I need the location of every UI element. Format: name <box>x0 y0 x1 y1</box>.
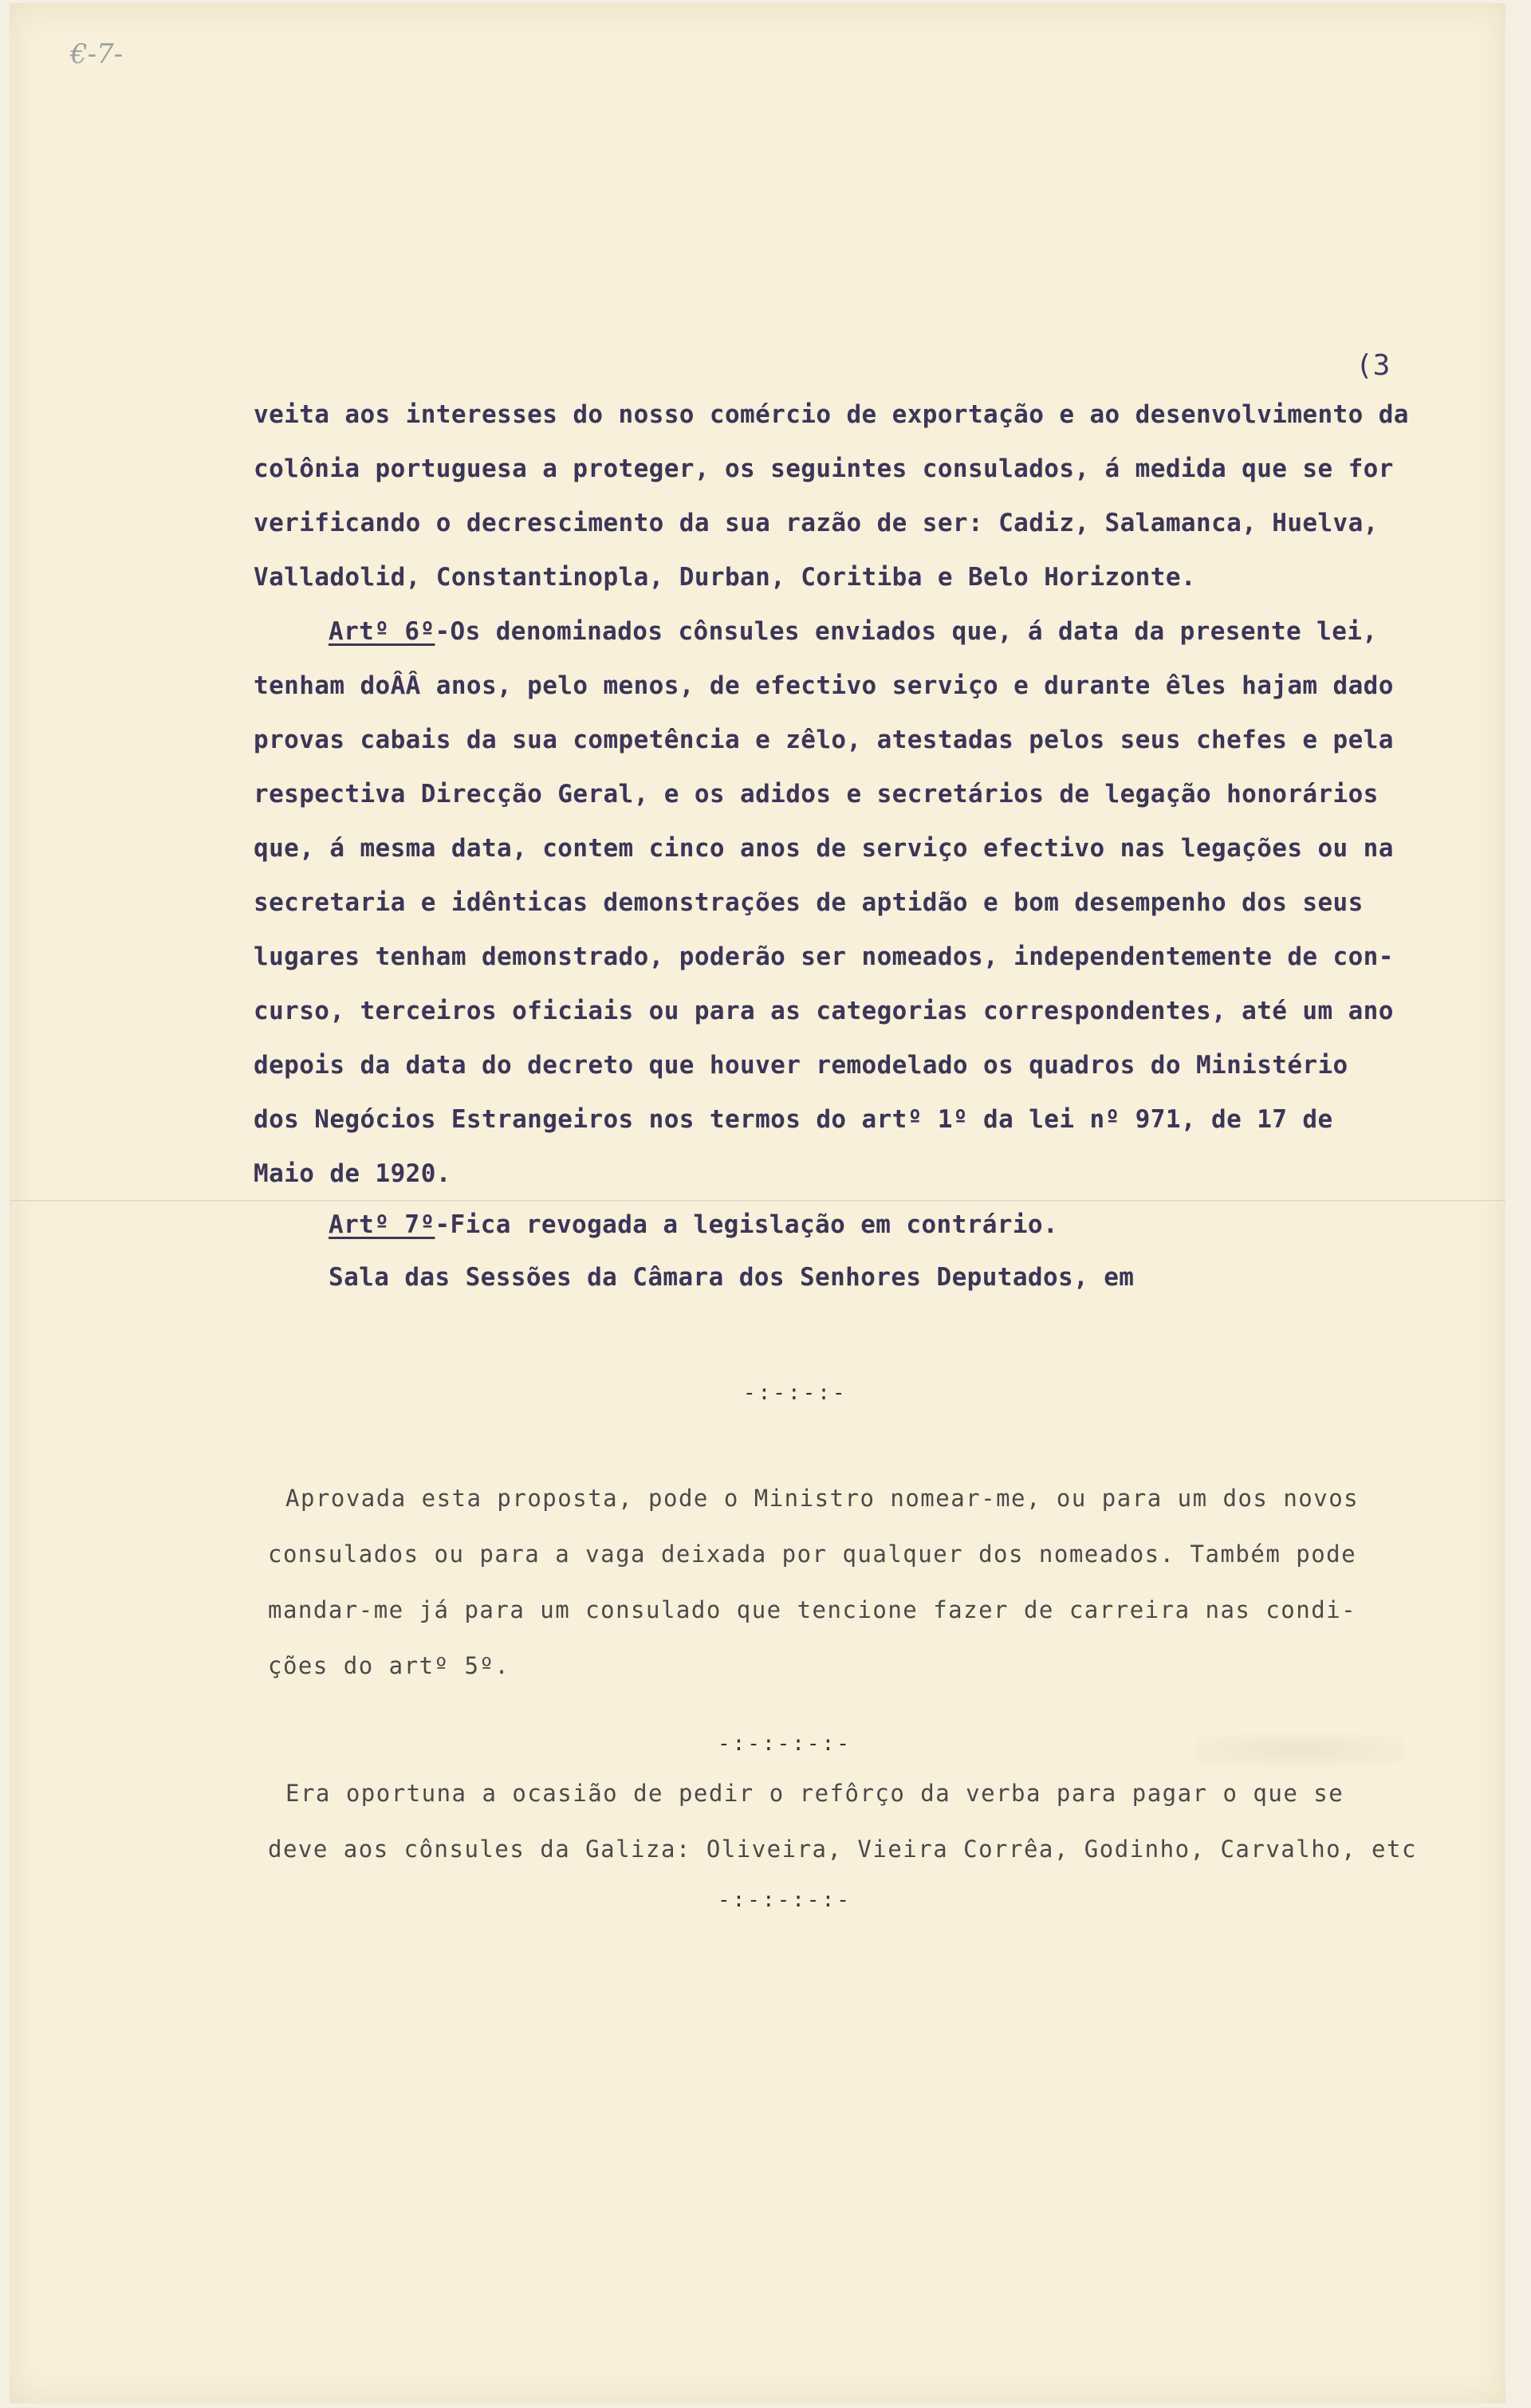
art6-line-4: respectiva Direcção Geral, e os adidos e secretários de legação honorários <box>254 780 1379 809</box>
separator-3: -:-:-:-:- <box>718 1888 852 1912</box>
note-one-line-4: ções do artº 5º. <box>268 1652 510 1679</box>
paper-sheet <box>10 3 1505 2403</box>
art6-line-7: lugares tenham demonstrado, poderão ser nomeados, independentemente de con- <box>254 942 1394 971</box>
note-one-line-1: Aprovada esta proposta, pode o Ministro nomear-me, ou para um dos novos <box>285 1485 1360 1512</box>
art6-line-3: provas cabais da sua competência e zêlo, atestadas pelos seus chefes e pela <box>254 726 1394 754</box>
art7-label: Artº 7º <box>329 1210 435 1239</box>
art6-line-10: dos Negócios Estrangeiros nos termos do artº 1º da lei nº 971, de 17 de <box>254 1105 1333 1134</box>
art6-line-11: Maio de 1920. <box>254 1159 451 1188</box>
note-two-line-1: Era oportuna a ocasião de pedir o refôrço da verba para pagar o que se <box>285 1780 1344 1807</box>
art6-line-6: secretaria e idênticas demonstrações de aptidão e bom desempenho dos seus <box>254 888 1364 917</box>
paper-stain <box>1196 1734 1403 1766</box>
corner-annotation: €‑7‑ <box>70 38 124 70</box>
closing-line: Sala das Sessões da Câmara dos Senhores Deputados, em <box>329 1263 1135 1292</box>
art7-line <box>329 1210 1058 1239</box>
art6-line-2: tenham doÂÂ anos, pelo menos, de efectivo serviço e durante êles hajam dado <box>254 671 1394 700</box>
art6-line-8: curso, terceiros oficiais ou para as categorias correspondentes, até um ano <box>254 997 1394 1025</box>
separator-1: -:-:-:- <box>743 1381 848 1405</box>
memo-line-4: Valladolid, Constantinopla, Durban, Coritiba e Belo Horizonte. <box>254 563 1196 592</box>
paper-fold <box>10 1200 1505 1202</box>
memo-line-1: veita aos interesses do nosso comércio de exportação e ao desenvolvimento da <box>254 400 1409 429</box>
art7-text: -Fica revogada a legislação em contrário. <box>435 1210 1059 1239</box>
art6-line-5: que, á mesma data, contem cinco anos de serviço efectivo nas legações ou na <box>254 834 1394 863</box>
art6-line-1 <box>329 617 1377 646</box>
note-one-line-2: consulados ou para a vaga deixada por qualquer dos nomeados. Também pode <box>268 1540 1357 1568</box>
note-two-line-2: deve aos cônsules da Galiza: Oliveira, Vieira Corrêa, Godinho, Carvalho, etc <box>268 1836 1417 1863</box>
page-number: (3 <box>1356 349 1391 382</box>
note-one-line-3: mandar-me já para um consulado que tencione fazer de carreira nas condi- <box>268 1596 1357 1623</box>
memo-line-3: verificando o decrescimento da sua razão de ser: Cadiz, Salamanca, Huelva, <box>254 509 1379 537</box>
art6-label: Artº 6º <box>329 617 435 646</box>
art6-line-9: depois da data do decreto que houver remodelado os quadros do Ministério <box>254 1051 1348 1080</box>
art6-text-1: -Os denominados cônsules enviados que, á data da presente lei, <box>435 617 1378 646</box>
separator-2: -:-:-:-:- <box>718 1732 852 1756</box>
memo-line-2: colônia portuguesa a proteger, os seguintes consulados, á medida que se for <box>254 454 1394 483</box>
